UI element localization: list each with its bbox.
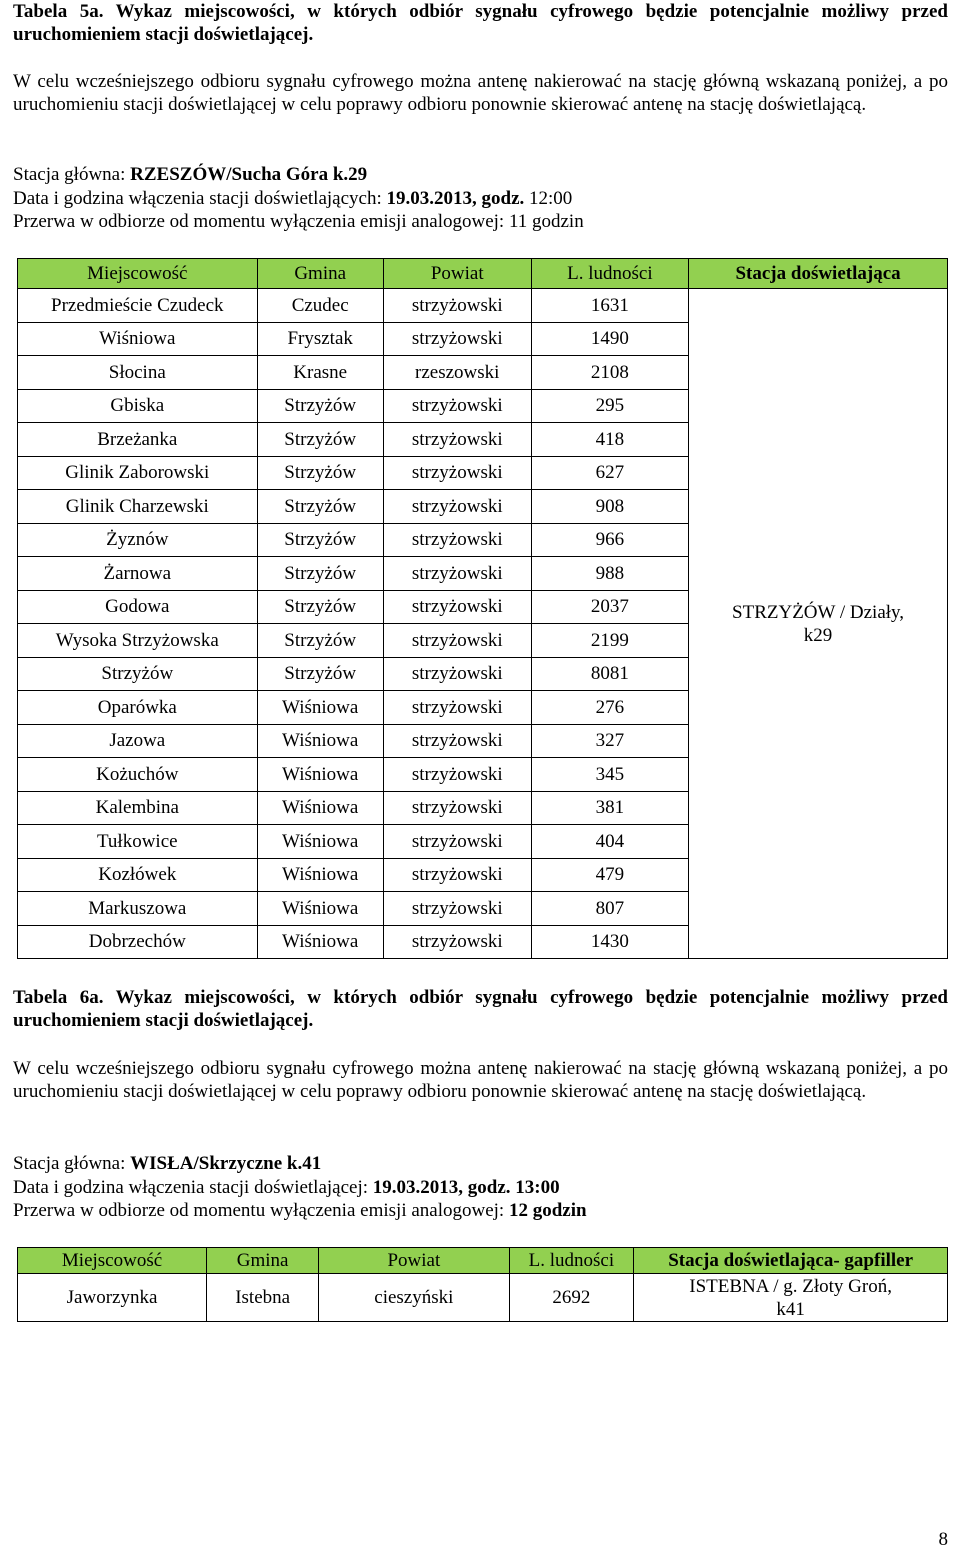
table-row <box>18 289 948 323</box>
cell-ludnosc: 2108 <box>531 356 688 390</box>
cell-gmina: Strzyżów <box>257 423 383 457</box>
stacja-line2: k41 <box>776 1298 805 1320</box>
section2-station-line <box>13 1152 321 1175</box>
cell-gmina: Wiśniowa <box>257 925 383 959</box>
cell-ludnosc: 8081 <box>531 657 688 691</box>
station-label: Stacja główna: <box>13 164 131 185</box>
header-stacja: Stacja doświetlająca- gapfiller <box>634 1248 948 1274</box>
stacja-line1: STRZYŻÓW / Działy, <box>732 601 905 623</box>
cell-ludnosc: 966 <box>531 523 688 557</box>
cell-miejscowosc: Jazowa <box>18 724 258 758</box>
cell-powiat: strzyżowski <box>383 322 531 356</box>
cell-gmina: Strzyżów <box>257 590 383 624</box>
cell-miejscowosc: Słocina <box>18 356 258 390</box>
cell-powiat: rzeszowski <box>383 356 531 390</box>
cell-gmina: Wiśniowa <box>257 758 383 792</box>
cell-ludnosc: 479 <box>531 858 688 892</box>
cell-miejscowosc: Gbiska <box>18 389 258 423</box>
cell-gmina: Strzyżów <box>257 456 383 490</box>
cell-gmina: Wiśniowa <box>257 724 383 758</box>
break-label: Przerwa w odbiorze od momentu wyłączenia emisji analogowej: <box>13 1200 509 1221</box>
header-gmina: Gmina <box>257 259 383 289</box>
cell-miejscowosc: Brzeżanka <box>18 423 258 457</box>
date-value: 19.03.2013, godz. <box>386 188 525 209</box>
cell-gmina: Strzyżów <box>257 624 383 658</box>
cell-gmina: Istebna <box>207 1274 319 1322</box>
cell-miejscowosc: Glinik Zaborowski <box>18 456 258 490</box>
cell-powiat: strzyżowski <box>383 557 531 591</box>
cell-miejscowosc: Kożuchów <box>18 758 258 792</box>
date-label: Data i godzina włączenia stacji doświetlających: <box>13 188 387 209</box>
cell-ludnosc: 1631 <box>531 289 688 323</box>
table-5a-label: Tabela 5a. <box>13 1 104 22</box>
cell-gmina: Strzyżów <box>257 490 383 524</box>
cell-ludnosc: 807 <box>531 892 688 926</box>
stacja-line1: ISTEBNA / g. Złoty Groń, <box>689 1275 892 1297</box>
cell-powiat: strzyżowski <box>383 657 531 691</box>
cell-powiat: strzyżowski <box>383 523 531 557</box>
cell-gmina: Czudec <box>257 289 383 323</box>
table-5a-caption: Wykaz miejscowości, w których odbiór sygnału cyfrowego będzie potencjalnie możliwy przed uruchomieniem stacji doświetlającej. <box>13 1 948 45</box>
page-number: 8 <box>938 1529 948 1550</box>
cell-gmina: Krasne <box>257 356 383 390</box>
cell-miejscowosc: Godowa <box>18 590 258 624</box>
header-miejscowosc: Miejscowość <box>18 259 258 289</box>
cell-powiat: cieszyński <box>319 1274 509 1322</box>
cell-powiat: strzyżowski <box>383 825 531 859</box>
cell-powiat: strzyżowski <box>383 892 531 926</box>
cell-ludnosc: 988 <box>531 557 688 591</box>
cell-ludnosc: 627 <box>531 456 688 490</box>
date-label: Data i godzina włączenia stacji doświetlającej: <box>13 1177 373 1198</box>
table-6a <box>17 1247 948 1322</box>
date-value: 19.03.2013, godz. 13:00 <box>372 1177 560 1198</box>
cell-powiat: strzyżowski <box>383 490 531 524</box>
cell-miejscowosc: Wysoka Strzyżowska <box>18 624 258 658</box>
cell-powiat: strzyżowski <box>383 456 531 490</box>
table-6a-title <box>13 986 948 1032</box>
cell-miejscowosc: Żyznów <box>18 523 258 557</box>
cell-ludnosc: 2692 <box>509 1274 634 1322</box>
cell-powiat: strzyżowski <box>383 423 531 457</box>
cell-ludnosc: 327 <box>531 724 688 758</box>
table-5a-title <box>13 0 948 46</box>
cell-powiat: strzyżowski <box>383 858 531 892</box>
cell-gmina: Wiśniowa <box>257 858 383 892</box>
cell-ludnosc: 2199 <box>531 624 688 658</box>
section2-date-line <box>13 1176 560 1199</box>
table-6a-caption: Wykaz miejscowości, w których odbiór sygnału cyfrowego będzie potencjalnie możliwy przed uruchomieniem stacji doświetlającej. <box>13 987 948 1031</box>
cell-ludnosc: 381 <box>531 791 688 825</box>
table-5a <box>17 258 948 959</box>
cell-miejscowosc: Dobrzechów <box>18 925 258 959</box>
cell-ludnosc: 295 <box>531 389 688 423</box>
cell-powiat: strzyżowski <box>383 791 531 825</box>
cell-powiat: strzyżowski <box>383 389 531 423</box>
cell-ludnosc: 276 <box>531 691 688 725</box>
cell-miejscowosc: Oparówka <box>18 691 258 725</box>
cell-miejscowosc: Tułkowice <box>18 825 258 859</box>
header-ludnosc: L. ludności <box>531 259 688 289</box>
section1-break-line: Przerwa w odbiorze od momentu wyłączenia emisji analogowej: 11 godzin <box>13 211 584 232</box>
section1-station-line <box>13 163 367 186</box>
cell-miejscowosc: Kozłówek <box>18 858 258 892</box>
stacja-line2: k29 <box>803 624 833 646</box>
cell-ludnosc: 1490 <box>531 322 688 356</box>
cell-powiat: strzyżowski <box>383 691 531 725</box>
cell-gmina: Wiśniowa <box>257 791 383 825</box>
cell-gmina: Strzyżów <box>257 523 383 557</box>
cell-ludnosc: 1430 <box>531 925 688 959</box>
header-stacja: Stacja doświetlająca <box>689 259 948 289</box>
header-powiat: Powiat <box>319 1248 509 1274</box>
header-miejscowosc: Miejscowość <box>18 1248 207 1274</box>
cell-gmina: Strzyżów <box>257 557 383 591</box>
section2-paragraph: W celu wcześniejszego odbioru sygnału cyfrowego można antenę nakierować na stację główną wskazaną poniżej, a po uruchomieniu stacji doświetlającej w celu poprawy odbioru ponownie skierować antenę na stację doświetlającą. <box>13 1058 948 1102</box>
cell-ludnosc: 2037 <box>531 590 688 624</box>
cell-powiat: strzyżowski <box>383 758 531 792</box>
cell-ludnosc: 404 <box>531 825 688 859</box>
cell-ludnosc: 908 <box>531 490 688 524</box>
time-value: 12:00 <box>524 188 573 209</box>
cell-powiat: strzyżowski <box>383 624 531 658</box>
cell-miejscowosc: Glinik Charzewski <box>18 490 258 524</box>
cell-miejscowosc: Kalembina <box>18 791 258 825</box>
break-value: 12 godzin <box>508 1200 587 1221</box>
station-label: Stacja główna: <box>13 1153 131 1174</box>
cell-miejscowosc: Wiśniowa <box>18 322 258 356</box>
cell-gmina: Strzyżów <box>257 657 383 691</box>
header-gmina: Gmina <box>207 1248 319 1274</box>
cell-miejscowosc: Przedmieście Czudeck <box>18 289 258 323</box>
cell-miejscowosc: Jaworzynka <box>18 1274 207 1322</box>
table-6a-label: Tabela 6a. <box>13 987 104 1008</box>
header-ludnosc: L. ludności <box>509 1248 634 1274</box>
cell-ludnosc: 345 <box>531 758 688 792</box>
cell-powiat: strzyżowski <box>383 289 531 323</box>
section2-break-line <box>13 1199 587 1222</box>
cell-miejscowosc: Żarnowa <box>18 557 258 591</box>
cell-stacja <box>689 289 948 959</box>
section1-date-line <box>13 187 572 210</box>
section1-paragraph: W celu wcześniejszego odbioru sygnału cyfrowego można antenę nakierować na stację główną wskazaną poniżej, a po uruchomieniu stacji doświetlającej w celu poprawy odbioru ponownie skierować antenę na stację doświetlającą. <box>13 71 948 115</box>
station-value: WISŁA/Skrzyczne k.41 <box>130 1153 322 1174</box>
cell-miejscowosc: Strzyżów <box>18 657 258 691</box>
cell-powiat: strzyżowski <box>383 925 531 959</box>
cell-powiat: strzyżowski <box>383 724 531 758</box>
cell-stacja <box>634 1274 948 1322</box>
cell-gmina: Strzyżów <box>257 389 383 423</box>
station-value: RZESZÓW/Sucha Góra k.29 <box>130 164 368 185</box>
cell-powiat: strzyżowski <box>383 590 531 624</box>
cell-gmina: Wiśniowa <box>257 825 383 859</box>
cell-ludnosc: 418 <box>531 423 688 457</box>
cell-gmina: Wiśniowa <box>257 691 383 725</box>
table-row <box>18 1274 948 1322</box>
cell-miejscowosc: Markuszowa <box>18 892 258 926</box>
header-powiat: Powiat <box>383 259 531 289</box>
cell-gmina: Frysztak <box>257 322 383 356</box>
cell-gmina: Wiśniowa <box>257 892 383 926</box>
